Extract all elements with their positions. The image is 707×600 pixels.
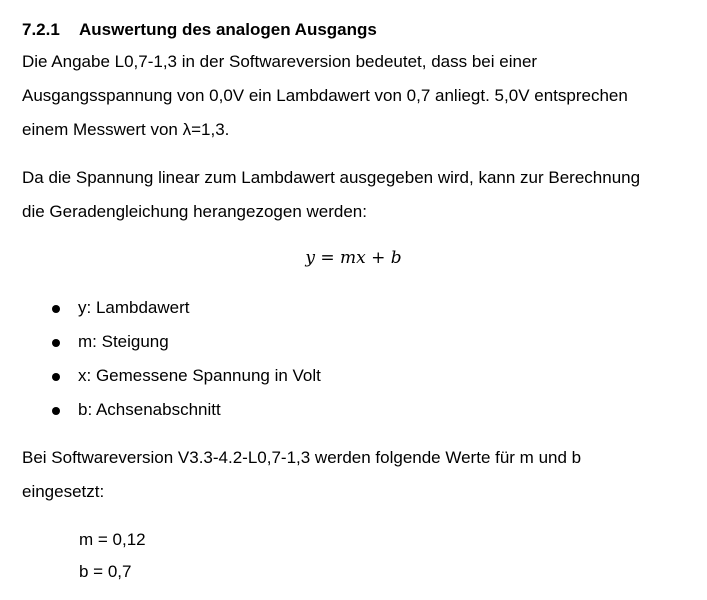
paragraph-1-line-1: Die Angabe L0,7-1,3 in der Softwareversion bedeutet, dass bei einer <box>22 52 538 71</box>
paragraph-2-line-2: die Geradengleichung herangezogen werden: <box>22 202 367 221</box>
list-item-label: b: Achsenabschnitt <box>78 400 221 419</box>
paragraph-3-line-1: Bei Softwareversion V3.3-4.2-L0,7-1,3 werden folgende Werte für m und b <box>22 448 582 467</box>
line-equation <box>0 248 707 268</box>
value-m: m = 0,12 <box>79 530 146 549</box>
formula-plus: + <box>371 248 386 268</box>
paragraph-1-line-2: Ausgangsspannung von 0,0V ein Lambdawert von 0,7 anliegt. 5,0V entsprechen <box>22 86 628 105</box>
bullet-icon <box>52 339 60 347</box>
bullet-icon <box>52 373 60 381</box>
section-number: 7.2.1 <box>22 20 60 39</box>
paragraph-1-line-3: einem Messwert von λ=1,3. <box>22 120 230 139</box>
formula-equals: = <box>320 248 335 268</box>
bullet-icon <box>52 305 60 313</box>
bullet-icon <box>52 407 60 415</box>
formula-m: m <box>340 248 357 268</box>
section-title: Auswertung des analogen Ausgangs <box>79 20 377 39</box>
value-b: b = 0,7 <box>79 562 132 581</box>
paragraph-2-line-1: Da die Spannung linear zum Lambdawert ausgegeben wird, kann zur Berechnung <box>22 168 641 187</box>
formula-y: y <box>305 248 315 268</box>
section-heading <box>22 20 377 40</box>
list-item-label: x: Gemessene Spannung in Volt <box>78 366 321 385</box>
list-item-label: m: Steigung <box>78 332 169 351</box>
list-item-label: y: Lambdawert <box>78 298 190 317</box>
formula-x: x <box>356 248 366 268</box>
formula-b: b <box>390 248 402 268</box>
paragraph-3-line-2: eingesetzt: <box>22 482 105 501</box>
